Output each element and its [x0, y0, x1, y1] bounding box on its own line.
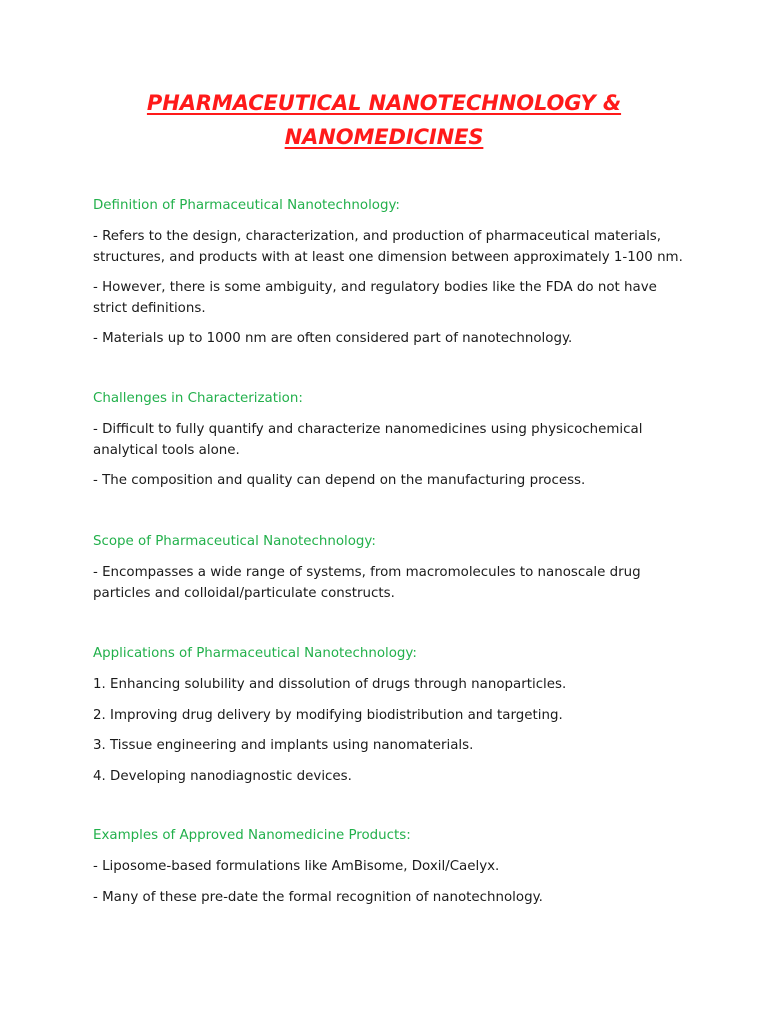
- section-scope: [93, 532, 693, 604]
- section-heading: Applications of Pharmaceutical Nanotechnology:: [93, 646, 417, 661]
- title-line-2: NANOMEDICINES: [284, 125, 484, 149]
- paragraph: - Refers to the design, characterization, and production of pharmaceutical materials, structures, and products with at least one dimension between approximately 1-100 nm.: [93, 229, 683, 265]
- paragraph: - However, there is some ambiguity, and regulatory bodies like the FDA do not have strict definitions.: [93, 280, 657, 316]
- section-heading: Challenges in Characterization:: [93, 391, 303, 406]
- paragraph: - Materials up to 1000 nm are often considered part of nanotechnology.: [93, 331, 573, 346]
- section-examples: [93, 826, 693, 908]
- paragraph: - Encompasses a wide range of systems, from macromolecules to nanoscale drug particles and colloidal/particulate constructs.: [93, 565, 641, 601]
- section-challenges: [93, 389, 693, 492]
- paragraph: - Many of these pre-date the formal recognition of nanotechnology.: [93, 889, 543, 905]
- paragraph: - The composition and quality can depend on the manufacturing process.: [93, 473, 586, 488]
- list-item: 3. Tissue engineering and implants using nanomaterials.: [93, 738, 474, 753]
- title-line-1: PHARMACEUTICAL NANOTECHNOLOGY &: [146, 91, 622, 115]
- section-definition: [93, 196, 693, 350]
- paragraph: - Difficult to fully quantify and characterize nanomedicines using physicochemical analytical tools alone.: [93, 422, 643, 458]
- paragraph: - Liposome-based formulations like AmBisome, Doxil/Caelyx.: [93, 859, 500, 874]
- document-title: [60, 86, 708, 154]
- section-heading: Scope of Pharmaceutical Nanotechnology:: [93, 534, 376, 549]
- section-heading: Definition of Pharmaceutical Nanotechnology:: [93, 198, 400, 213]
- list-item: 4. Developing nanodiagnostic devices.: [93, 768, 352, 784]
- list-item: 2. Improving drug delivery by modifying biodistribution and targeting.: [93, 707, 563, 723]
- section-applications: [93, 644, 693, 787]
- list-item: 1. Enhancing solubility and dissolution of drugs through nanoparticles.: [93, 677, 567, 692]
- section-heading: Examples of Approved Nanomedicine Products:: [93, 828, 411, 843]
